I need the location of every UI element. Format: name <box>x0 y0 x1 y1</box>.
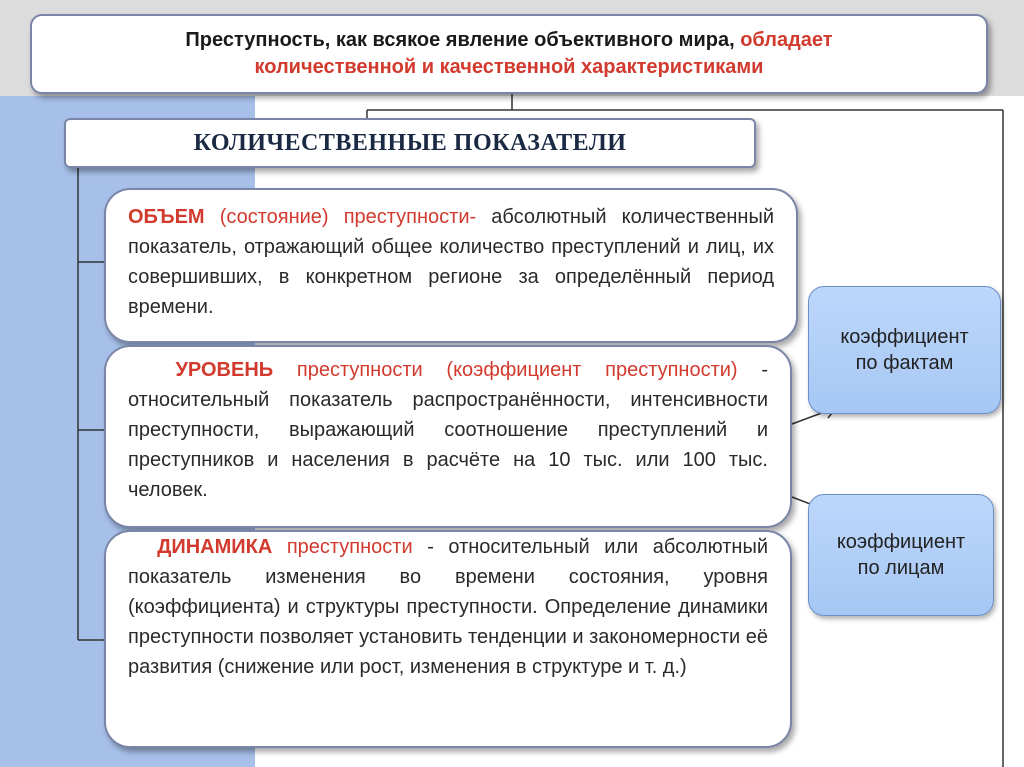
coef-facts-line1: коэффициент <box>840 326 969 348</box>
level-text: - относительный показатель распространённости, интенсивности преступности, выражающий соотношение преступлений и преступников и населения в расчёте на 10 тыс. или 100 тыс. человек. <box>128 359 768 501</box>
level-term <box>175 359 737 381</box>
dynamics-term-bold: ДИНАМИКА <box>157 536 273 558</box>
title-box <box>30 14 988 94</box>
level-term-bold: УРОВЕНЬ <box>175 359 274 381</box>
volume-text: абсолютный количественный показатель, отражающий общее количество преступлений и лиц, их совершивших, в конкретном регионе за определённый период времени. <box>128 206 775 318</box>
volume-term-rest: (состояние) преступности- <box>219 206 477 228</box>
coefficient-by-facts-box <box>808 286 1001 414</box>
title-line1-red: обладает <box>740 29 833 51</box>
dynamics-definition-box <box>104 530 792 748</box>
coef-persons-line2: по лицам <box>857 557 945 579</box>
quantitative-indicators-header: КОЛИЧЕСТВЕННЫЕ ПОКАЗАТЕЛИ <box>64 118 756 168</box>
title-line1-black: Преступность, как всякое явление объективного мира, <box>185 29 735 51</box>
dynamics-term <box>157 536 413 558</box>
coef-persons-line1: коэффициент <box>836 531 966 553</box>
level-definition-box <box>104 345 792 528</box>
level-term-rest: преступности (коэффициент преступности) <box>296 359 738 381</box>
dynamics-term-rest: преступности <box>286 536 413 558</box>
volume-term-bold: ОБЪЕМ <box>128 206 205 228</box>
dynamics-text: - относительный или абсолютный показатель изменения во времени состояния, уровня (коэффициента) и структуры преступности. Определение динамики преступности позволяет установить тенденции и закономерности её развития (снижение или рост, изменения в структуре и т. д.) <box>128 536 768 678</box>
volume-term <box>128 206 476 228</box>
title-line2-red: количественной и качественной характеристиками <box>254 56 764 78</box>
coef-facts-line2: по фактам <box>855 352 954 374</box>
volume-definition-box <box>104 188 798 343</box>
coefficient-by-persons-box <box>808 494 994 616</box>
